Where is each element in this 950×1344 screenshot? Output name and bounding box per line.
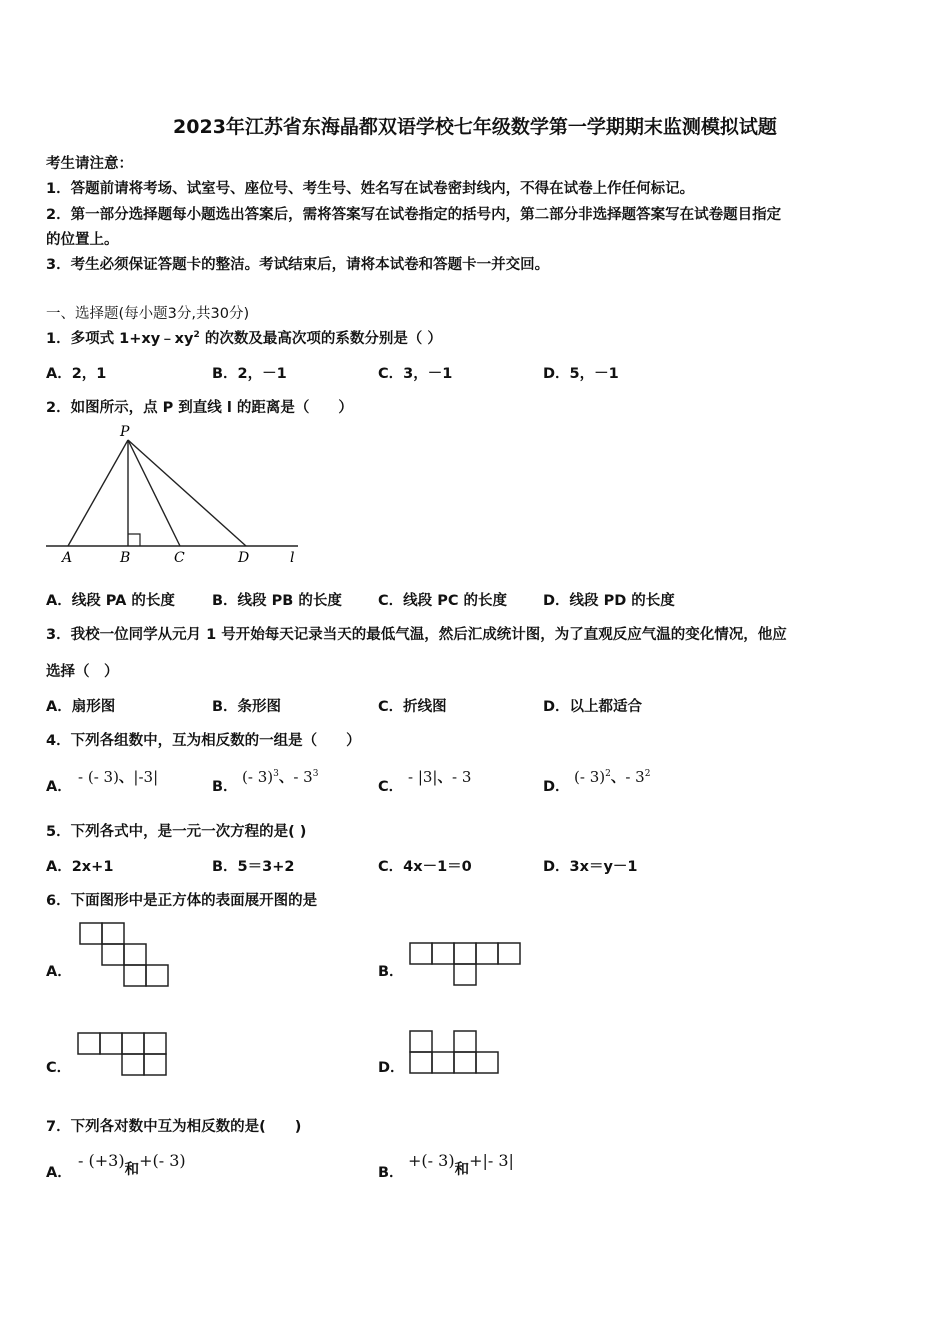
q1-option-b[interactable]: B．2，－1 — [212, 366, 287, 382]
label-d: D — [238, 550, 250, 566]
label-b: B — [120, 550, 131, 566]
q4-d-expression: (- 3)$^2$、- $3^2$ — [574, 768, 651, 786]
q3-option-a[interactable]: A．扇形图 — [46, 699, 116, 715]
q2-option-b[interactable]: B．线段 PB 的长度 — [212, 593, 342, 609]
q2-option-d[interactable]: D．线段 PD 的长度 — [543, 593, 675, 609]
q1-option-d[interactable]: D．5，－1 — [543, 366, 619, 382]
q6-option-d[interactable]: D． — [378, 1060, 405, 1076]
q7-option-b[interactable]: B． — [378, 1165, 404, 1181]
q4-option-d[interactable]: D． — [543, 779, 570, 795]
notice-heading: 考生请注意： — [46, 156, 133, 172]
question-1-stem: 1．多项式 $1+xy﹣xy^2$ 的次数及最高次项的系数分别是（ ） — [46, 330, 442, 347]
q5-option-d[interactable]: D．3x＝y－1 — [543, 859, 638, 875]
question-2-stem: 2．如图所示，点 P 到直线 l 的距离是（ ） — [46, 400, 353, 416]
q4-option-a[interactable]: A． — [46, 779, 72, 795]
q6-net-d — [406, 1028, 502, 1078]
q1-option-a[interactable]: A．2，1 — [46, 366, 107, 382]
q2-option-a[interactable]: A．线段 PA 的长度 — [46, 593, 175, 609]
question-4-stem: 4．下列各组数中，互为相反数的一组是（ ） — [46, 733, 361, 749]
label-c: C — [174, 550, 185, 566]
segment-pd — [128, 440, 246, 546]
q3-option-c[interactable]: C．折线图 — [378, 699, 447, 715]
q6-net-a — [76, 920, 172, 990]
page-title: 2023年江苏省东海晶都双语学校七年级数学第一学期期末监测模拟试题 — [173, 116, 777, 138]
question-7-stem: 7．下列各对数中互为相反数的是( ) — [46, 1119, 302, 1135]
q2-geometry-figure — [40, 422, 310, 572]
q4-c-expression: - |3|、- 3 — [408, 768, 472, 786]
notice-item: 1．答题前请将考场、试室号、座位号、考生号、姓名写在试卷密封线内，不得在试卷上作任何标记。 — [46, 181, 695, 197]
q1-option-c[interactable]: C．3，－1 — [378, 366, 453, 382]
q6-net-b — [406, 940, 524, 990]
question-6-stem: 6．下面图形中是正方体的表面展开图的是 — [46, 893, 318, 909]
q5-option-c[interactable]: C．4x－1＝0 — [378, 859, 472, 875]
q7-a-expression: - (+3)和+(- 3) — [78, 1151, 186, 1178]
q4-a-expression: - (- 3)、|-3| — [78, 768, 159, 786]
question-3-stem: 3．我校一位同学从元月 1 号开始每天记录当天的最低气温，然后汇成统计图，为了直观反应气温的变化情况，他应 — [46, 627, 787, 643]
label-a: A — [62, 550, 73, 566]
q6-net-c — [74, 1030, 170, 1080]
q6-option-c[interactable]: C． — [46, 1060, 72, 1076]
q6-option-b[interactable]: B． — [378, 964, 404, 980]
question-5-stem: 5．下列各式中，是一元一次方程的是( ) — [46, 824, 307, 840]
q7-b-expression: +(- 3)和+|- 3| — [408, 1151, 514, 1178]
question-3-stem-cont: 选择（ ） — [46, 664, 119, 680]
notice-item: 2．第一部分选择题每小题选出答案后，需将答案写在试卷指定的括号内，第二部分非选择题答案写在试卷题目指定 — [46, 207, 782, 223]
segment-pc — [128, 440, 180, 546]
q6-option-a[interactable]: A． — [46, 964, 72, 980]
q4-option-b[interactable]: B． — [212, 779, 238, 795]
q5-option-a[interactable]: A．2x+1 — [46, 859, 114, 875]
q3-option-b[interactable]: B．条形图 — [212, 699, 282, 715]
q4-option-c[interactable]: C． — [378, 779, 404, 795]
q2-option-c[interactable]: C．线段 PC 的长度 — [378, 593, 508, 609]
segment-pa — [68, 440, 128, 546]
right-angle-mark — [128, 534, 140, 546]
label-p: P — [120, 424, 130, 440]
label-l: l — [290, 550, 295, 566]
section-heading: 一、选择题(每小题3分,共30分) — [46, 306, 250, 322]
q4-b-expression: (- 3)$^3$、- $3^3$ — [242, 768, 319, 786]
notice-item: 的位置上。 — [46, 232, 119, 248]
notice-item: 3．考生必须保证答题卡的整洁。考试结束后，请将本试卷和答题卡一并交回。 — [46, 257, 550, 273]
q3-option-d[interactable]: D．以上都适合 — [543, 699, 643, 715]
q5-option-b[interactable]: B．5＝3+2 — [212, 859, 295, 875]
q7-option-a[interactable]: A． — [46, 1165, 72, 1181]
